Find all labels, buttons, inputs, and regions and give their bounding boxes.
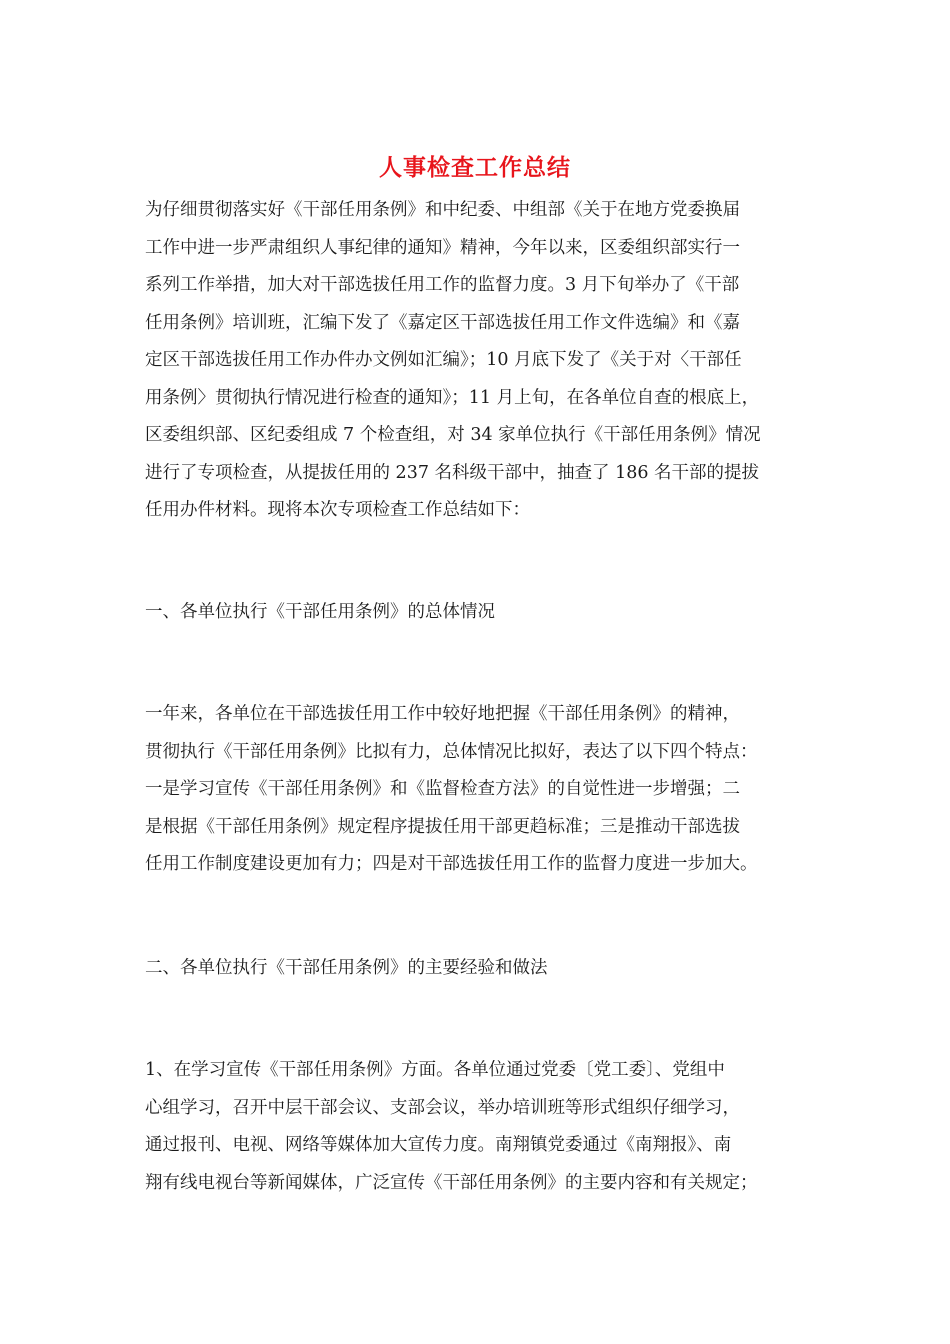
- intro-line: 区委组织部、区纪委组成 7 个检查组，对 34 家单位执行《干部任用条例》情况: [145, 425, 761, 445]
- intro-line: 工作中进一步严肃组织人事纪律的通知》精神，今年以来，区委组织部实行一: [145, 237, 740, 258]
- section2-line: 1、在学习宣传《干部任用条例》方面。各单位通过党委〔党工委〕、党组中: [145, 1060, 725, 1080]
- section1-line: 任用工作制度建设更加有力；四是对干部选拔任用工作的监督力度进一步加大。: [145, 854, 758, 874]
- intro-line: 定区干部选拔任用工作办件办文例如汇编》；10 月底下发了《关于对〈干部任: [145, 350, 742, 370]
- section1-heading: 一、各单位执行《干部任用条例》的总体情况: [145, 602, 495, 622]
- section2-paragraph: [145, 1052, 815, 1202]
- intro-paragraph: [145, 192, 815, 530]
- section2-heading: 二、各单位执行《干部任用条例》的主要经验和做法: [145, 958, 548, 978]
- section2-line: 翔有线电视台等新闻媒体，广泛宣传《干部任用条例》的主要内容和有关规定；: [145, 1172, 758, 1193]
- section2-line: 心组学习，召开中层干部会议、支部会议，举办培训班等形式组织仔细学习，: [145, 1097, 740, 1118]
- intro-line: 任用条例》培训班，汇编下发了《嘉定区干部选拔任用工作文件选编》和《嘉: [145, 312, 740, 333]
- section2-line: 通过报刊、电视、网络等媒体加大宣传力度。南翔镇党委通过《南翔报》、南: [145, 1135, 732, 1155]
- section1-paragraph: [145, 696, 815, 884]
- intro-line: 进行了专项检查，从提拔任用的 237 名科级干部中，抽查了 186 名干部的提拔: [145, 462, 760, 483]
- intro-line: 为仔细贯彻落实好《干部任用条例》和中纪委、中组部《关于在地方党委换届: [145, 200, 740, 220]
- intro-line: 系列工作举措，加大对干部选拔任用工作的监督力度。3 月下旬举办了《干部: [145, 275, 740, 295]
- section1-line: 贯彻执行《干部任用条例》比拟有力，总体情况比拟好，表达了以下四个特点：: [145, 741, 758, 762]
- document-title: 人事检查工作总结: [379, 154, 571, 181]
- section1-line: 一是学习宣传《干部任用条例》和《监督检查方法》的自觉性进一步增强；二: [145, 779, 740, 799]
- intro-line: 任用办件材料。现将本次专项检查工作总结如下：: [145, 500, 530, 520]
- section1-line: 是根据《干部任用条例》规定程序提拔任用干部更趋标准；三是推动干部选拔: [145, 816, 740, 837]
- section1-line: 一年来，各单位在干部选拔任用工作中较好地把握《干部任用条例》的精神，: [145, 704, 740, 724]
- intro-line: 用条例〉贯彻执行情况进行检查的通知》；11 月上旬，在各单位自查的根底上，: [145, 387, 760, 408]
